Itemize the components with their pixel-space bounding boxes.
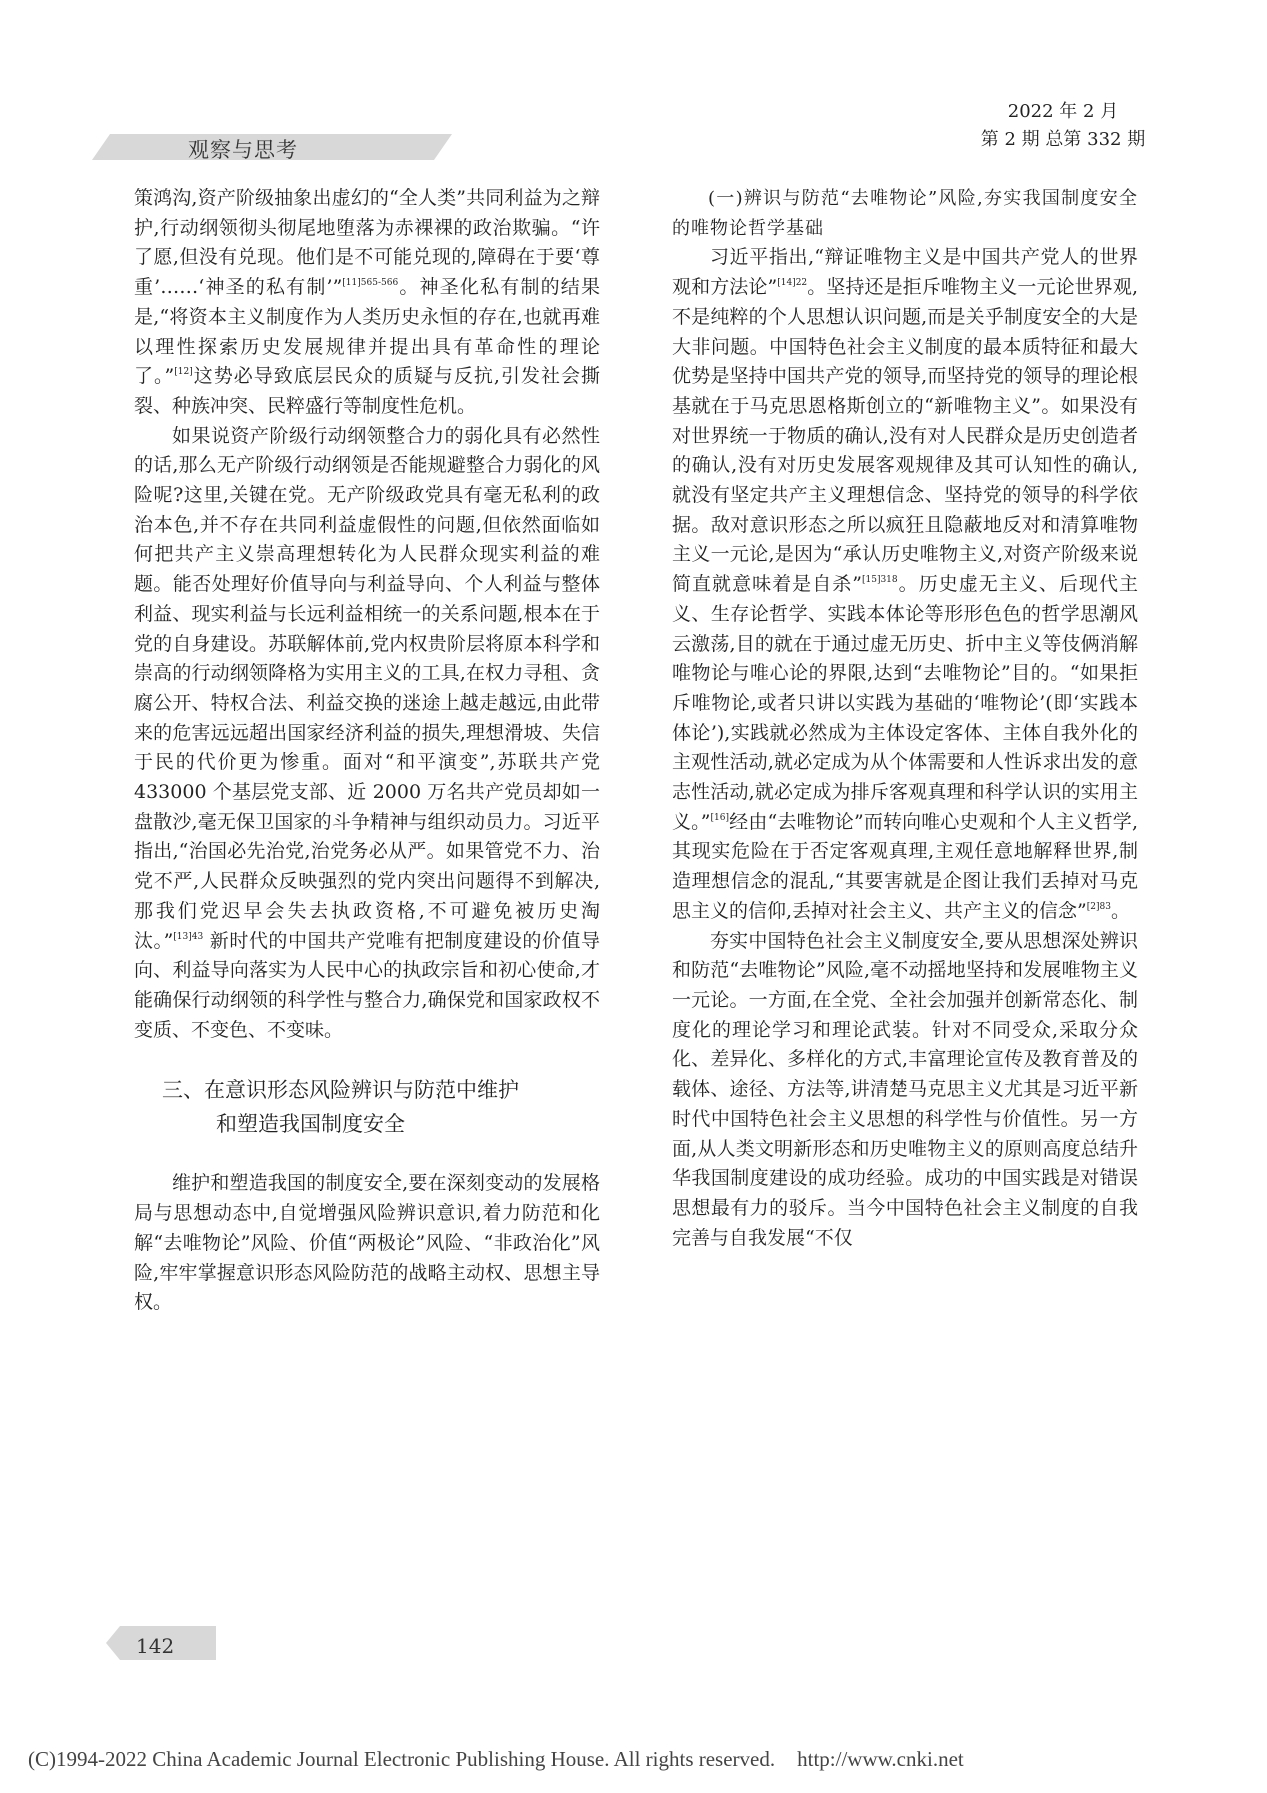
paragraph: 习近平指出,“辩证唯物主义是中国共产党人的世界观和方法论”$^{[14]22}$。坚持还是拒斥唯物主义一元论世界观,不是纯粹的个人思想认识问题,而是关乎制度安全的大是大非问题。中国特色社会主义制度的最本质特征和最大优势是坚持中国共产党的领导,而坚持党的领导的理论根基就在于马克思恩格斯创立的“新唯物主义”。如果没有对世界统一于物质的确认,没有对人民群众是历史创造者的确认,没有对历史发展客观规律及其可认知性的确认,就没有坚定共产主义理想信念、坚持党的领导的科学依据。敌对意识形态之所以疯狂且隐蔽地反对和清算唯物主义一元论,是因为“承认历史唯物主义,对资产阶级来说简直就意味着是自杀”$^{[15]318}$。历史虚无主义、后现代主义、生存论哲学、实践本体论等形形色色的哲学思潮风云激荡,目的就在于通过虚无历史、折中主义等伎俩消解唯物论与唯心论的界限,达到“去唯物论”目的。“如果拒斥唯物论,或者只讲以实践为基础的‘唯物论’(即‘实践本体论’),实践就必然成为主体设定客体、主体自我外化的主观性活动,就必定成为从个体需要和人性诉求出发的意志性活动,就必定成为排斥客观真理和科学认识的实用主义。”[16]经由“去唯物论”而转向唯心史观和个人主义哲学,其现实危险在于否定客观真理,主观任意地解释世界,制造理想信念的混乱,“其要害就是企图让我们丢掉对马克思主义的信仰,丢掉对社会主义、共产主义的信念”$^{[2]83}$。 — [672, 246, 1139, 922]
paragraph: 策鸿沟,资产阶级抽象出虚幻的“全人类”共同利益为之辩护,行动纲领彻头彻尾地堕落为赤裸裸的政治欺骗。“许了愿,但没有兑现。他们是不可能兑现的,障碍在于要‘尊重’……‘神圣的私有制’”$^{[11]565-566}$。神圣化私有制的结果是,“将资本主义制度作为人类历史永恒的存在,也就再难以理性探索历史发展规律并提出具有革命性的理论了。”[12]这势必导致底层民众的质疑与反抗,引发社会撕裂、种族冲突、民粹盛行等制度性危机。 — [134, 187, 601, 417]
issue-number: 第 2 期 总第 332 期 — [980, 129, 1146, 150]
copyright-line — [0, 1747, 1267, 1772]
paragraph: 如果说资产阶级行动纲领整合力的弱化具有必然性的话,那么无产阶级行动纲领是否能规避整合力弱化的风险呢?这里,关键在党。无产阶级政党具有毫无私利的政治本色,并不存在共同利益虚假性的问题,但依然面临如何把共产主义崇高理想转化为人民群众现实利益的难题。能否处理好价值导向与利益导向、个人利益与整体利益、现实利益与长远利益相统一的关系问题,根本在于党的自身建设。苏联解体前,党内权贵阶层将原本科学和崇高的行动纲领降格为实用主义的工具,在权力寻租、贪腐公开、特权合法、利益交换的迷途上越走越远,由此带来的危害远远超出国家经济利益的损失,理想滑坡、失信于民的代价更为惨重。面对“和平演变”,苏联共产党 433000 个基层党支部、近 2000 万名共产党员却如一盘散沙,毫无保卫国家的斗争精神与组织动员力。习近平指出,“治国必先治党,治党务必从严。如果管党不力、治党不严,人民群众反映强烈的党内突出问题得不到解决,那我们党迟早会失去执政资格,不可避免被历史淘汰。”$^{[13]43}$ 新时代的中国共产党唯有把制度建设的价值导向、利益导向落实为人民中心的执政宗旨和初心使命,才能确保行动纲领的科学性与整合力,确保党和国家政权不变质、不变色、不变味。 — [134, 424, 600, 1041]
page-number: 142 — [136, 1634, 175, 1658]
citation: [15]318 — [861, 575, 898, 586]
section-heading: 三、在意识形态风险辨识与防范中维护 和塑造我国制度安全 — [162, 1078, 519, 1137]
issue-info — [960, 98, 1166, 154]
paragraph: 夯实中国特色社会主义制度安全,要从思想深处辨识和防范“去唯物论”风险,毫不动摇地坚持和发展唯物主义一元论。一方面,在全党、全社会加强并创新常态化、制度化的理论学习和理论武装。针对不同受众,采取分众化、差异化、多样化的方式,丰富理论宣传及教育普及的载体、途径、方法等,讲清楚马克思主义尤其是习近平新时代中国特色社会主义思想的科学性与价值性。另一方面,从人类文明新形态和历史唯物主义的原则高度总结升华我国制度建设的成功经验。成功的中国实践是对错误思想最有力的驳斥。当今中国特色社会主义制度的自我完善与自我发展“不仅 — [672, 929, 1138, 1249]
right-column — [672, 184, 1138, 1253]
left-column — [134, 184, 600, 1318]
citation: [12] — [174, 367, 193, 378]
citation: [14]22 — [777, 278, 808, 289]
journal-section-label: 观察与思考 — [188, 138, 298, 162]
issue-date: 2022 年 2 月 — [1007, 101, 1119, 122]
paragraph: 维护和塑造我国的制度安全,要在深刻变动的发展格局与思想动态中,自觉增强风险辨识意识,着力防范和化解“去唯物论”风险、价值“两极论”风险、“非政治化”风险,牢牢掌握意识形态风险防范的战略主动权、思想主导权。 — [134, 1172, 600, 1314]
citation: [13]43 — [173, 931, 204, 942]
citation: [16] — [710, 812, 730, 823]
subsection-heading: (一)辨识与防范“去唯物论”风险,夯实我国制度安全的唯物论哲学基础 — [672, 188, 1138, 239]
cnki-link[interactable]: http://www.cnki.net — [797, 1747, 964, 1771]
copyright-text: (C)1994-2022 China Academic Journal Electronic Publishing House. All rights reserved. — [28, 1747, 776, 1771]
citation: [11]565-566 — [342, 278, 399, 289]
citation: [2]83 — [1086, 901, 1111, 912]
